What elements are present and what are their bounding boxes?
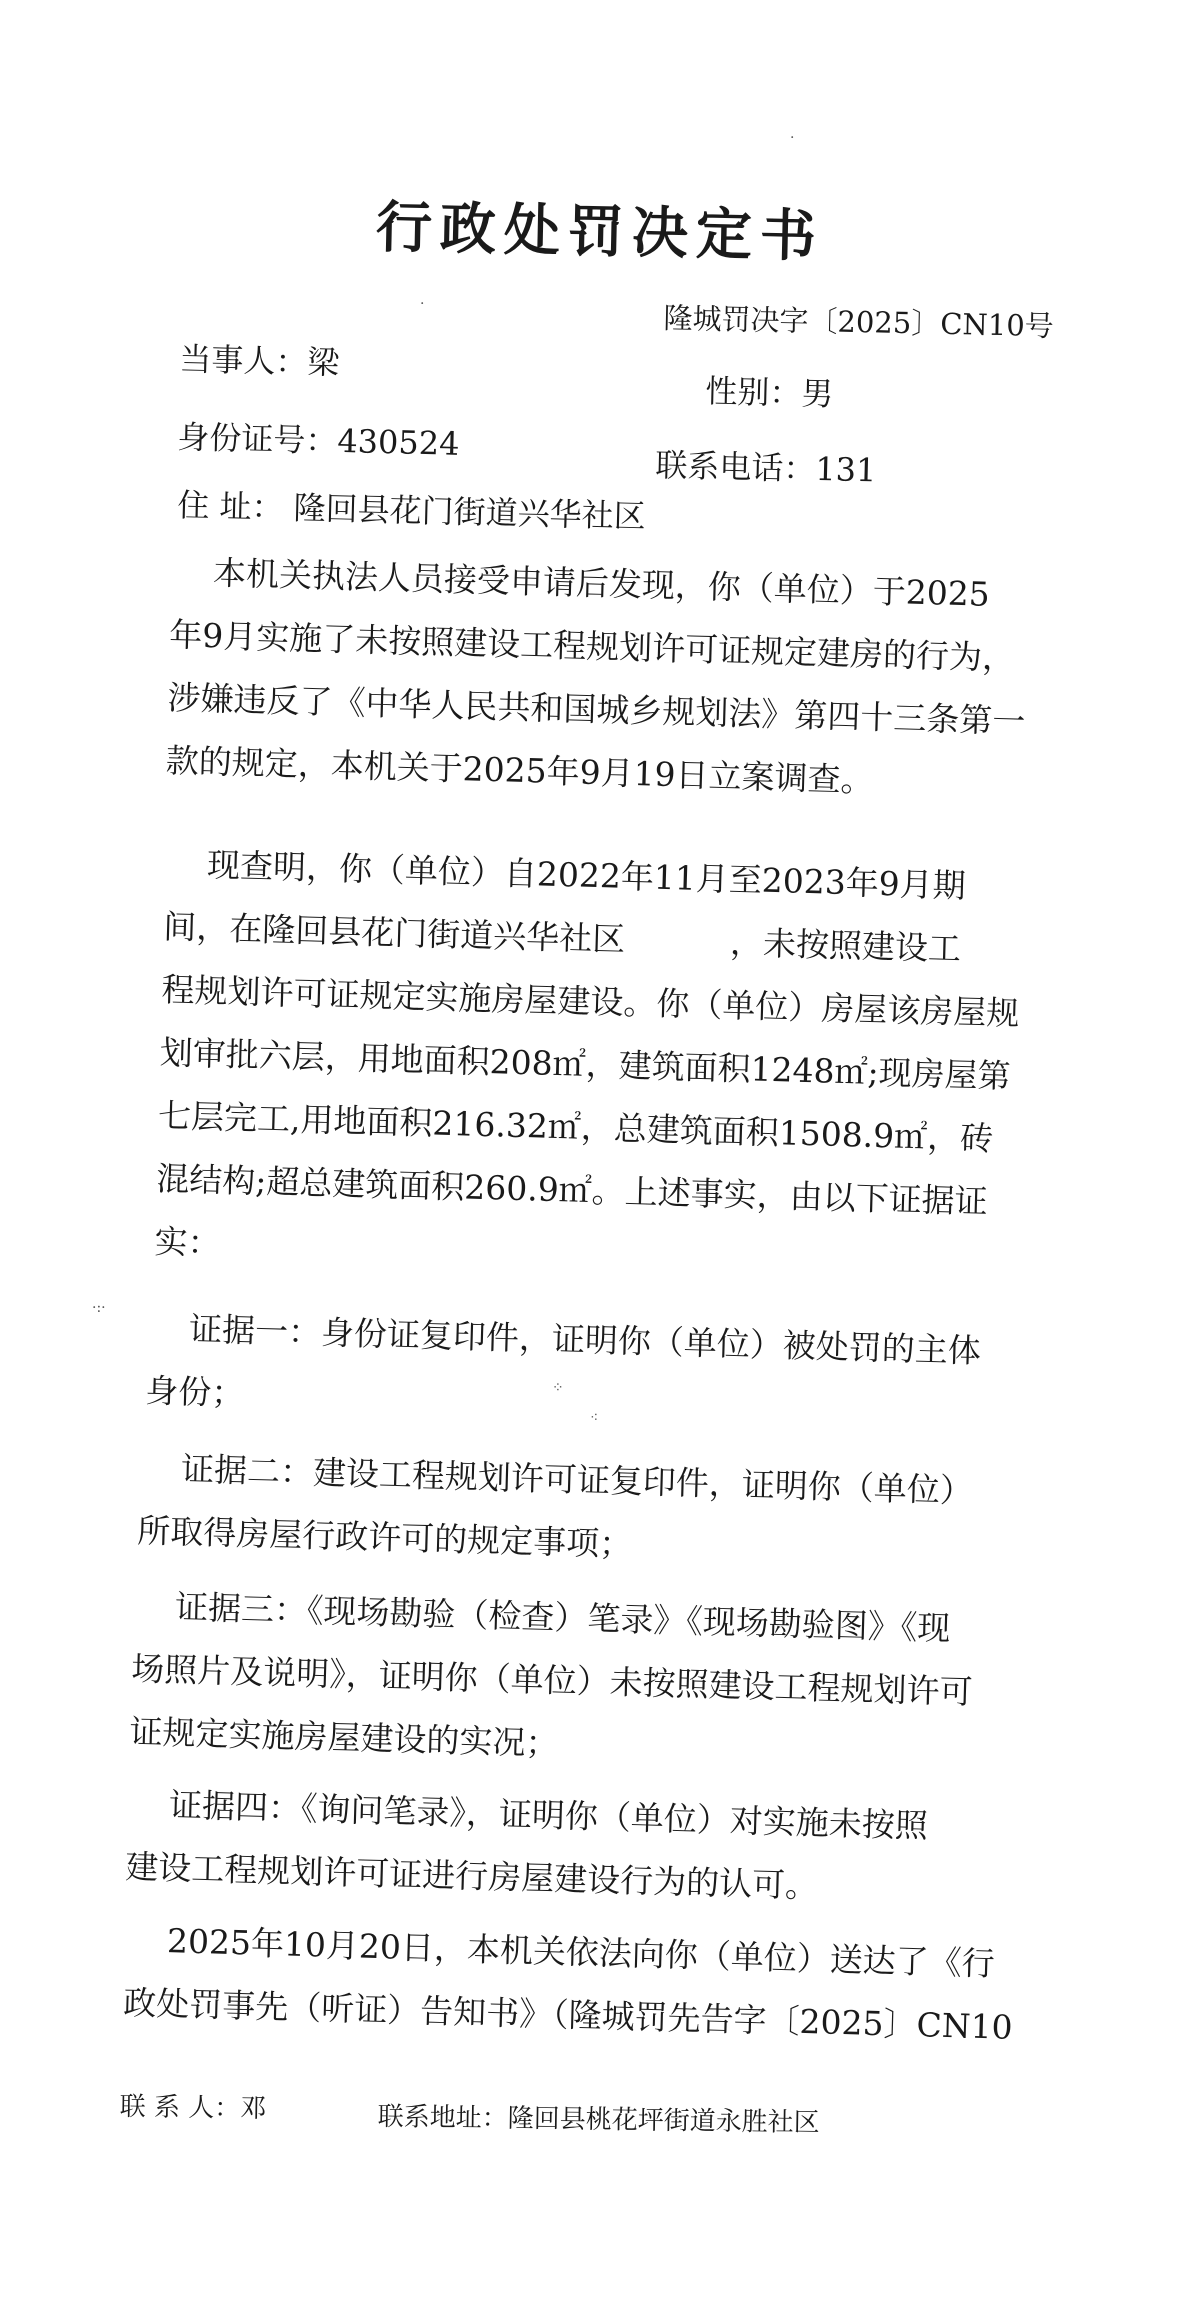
paragraph-evidence-4: 证据四：《询问笔录》，证明你（单位）对实施未按照 建设工程规划许可证进行房屋建设行为的认可。 <box>124 1783 929 1906</box>
party-gender: 性别：男 <box>704 371 834 414</box>
scan-speck: · <box>790 130 795 146</box>
paragraph-notice: 2025年10月20日，本机关依法向你（单位）送达了《行 政处罚事先（听证）告知书》（隆城罚先告字〔2025〕CN10 <box>122 1919 1014 2047</box>
scan-speck: ⁘ <box>552 1380 564 1396</box>
phone-number: 联系电话：131 <box>654 445 877 490</box>
document-number: 隆城罚决字〔2025〕CN10号 <box>663 300 1055 344</box>
contact-address: 联系地址：隆回县桃花坪街道永胜社区 <box>377 2101 820 2139</box>
paragraph-case-filing: 本机关执法人员接受申请后发现，你（单位）于2025 年9月实施了未按照建设工程规划许可证规定建房的行为， 涉嫌违反了《中华人民共和国城乡规划法》第四十三条第一 款的规定，本机关于2025年9月19日立案调查。 <box>165 551 1026 800</box>
contact-person: 联 系 人：邓 <box>119 2091 267 2125</box>
scan-speck: ·:· <box>92 1300 106 1316</box>
document-title: 行政处罚决定书 <box>375 194 825 270</box>
party-name: 当事人：梁 <box>178 339 340 382</box>
scan-speck: · <box>420 296 425 312</box>
paragraph-evidence-3: 证据三：《现场勘验（检查）笔录》《现场勘验图》《现 场照片及说明》，证明你（单位）未按照建设工程规划许可 证规定实施房屋建设的实况； <box>129 1585 974 1763</box>
paragraph-evidence-2: 证据二：建设工程规划许可证复印件，证明你（单位） 所取得房屋行政许可的规定事项； <box>136 1447 974 1564</box>
paragraph-evidence-1: 证据一：身份证复印件，证明你（单位）被处罚的主体 身份； <box>144 1307 982 1413</box>
address: 住 址： 隆回县花门街道兴华社区 <box>176 485 647 536</box>
id-card-number: 身份证号：430524 <box>176 417 460 463</box>
scan-speck: ⁖ <box>590 1410 599 1426</box>
paragraph-findings: 现查明，你（单位）自2022年11月至2023年9月期 间，在隆回县花门街道兴华社区 ，未按照建设工 程规划许可证规定实施房屋建设。你（单位）房屋该房屋规 划审批六层，用地面积208㎡，建筑面积1248㎡;现房屋第 七层完工,用地面积216.32㎡，总建筑面积1508.9㎡，砖 混结构;超总建筑面积260.9㎡。上述事实，由以下证据证 实： <box>154 843 1020 1263</box>
